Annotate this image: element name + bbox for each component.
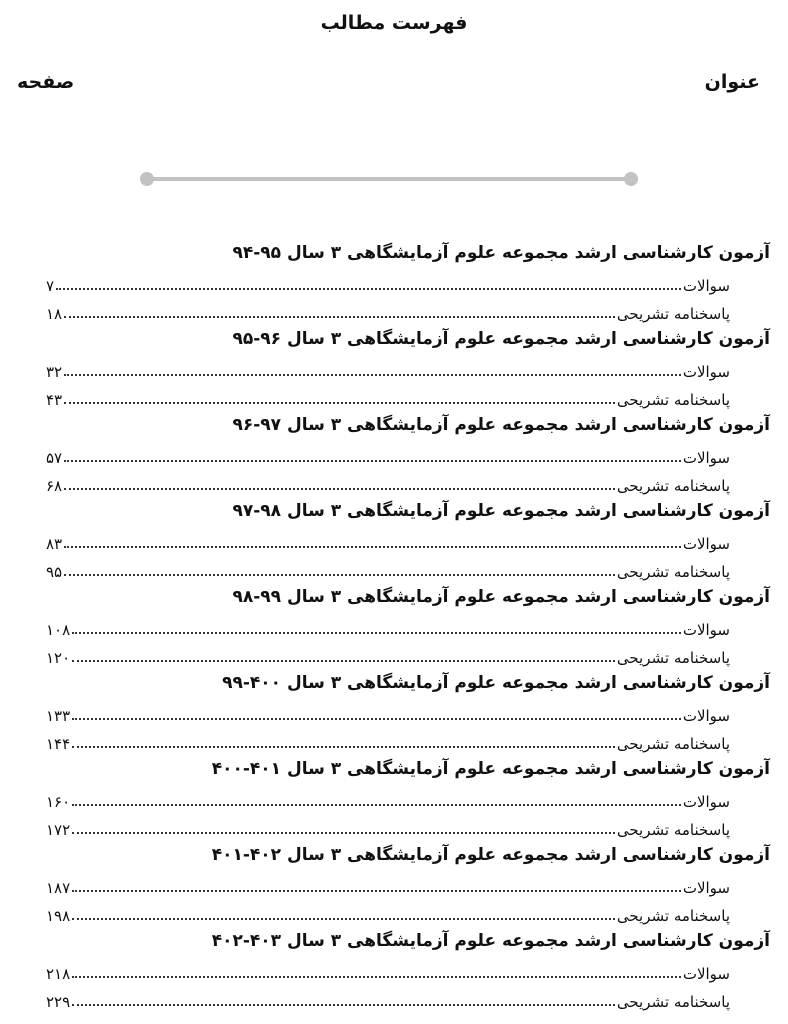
- toc-section: [0, 237, 788, 323]
- section-title[interactable]: آزمون کارشناسی ارشد مجموعه علوم آزمایشگاهی ۳ سال ۴۰۰-۹۹: [222, 673, 770, 693]
- page-number: ۴۳: [46, 391, 63, 409]
- toc-section: [0, 925, 788, 1011]
- questions-entry[interactable]: [46, 873, 730, 897]
- toc-section: [0, 409, 788, 495]
- toc-section: [0, 581, 788, 667]
- questions-entry[interactable]: [46, 959, 730, 983]
- divider-dot-left: [140, 172, 154, 186]
- section-title[interactable]: آزمون کارشناسی ارشد مجموعه علوم آزمایشگاهی ۳ سال ۹۷-۹۶: [232, 415, 770, 435]
- questions-entry[interactable]: [46, 701, 730, 725]
- answers-entry[interactable]: [46, 299, 730, 323]
- questions-entry[interactable]: [46, 443, 730, 467]
- answers-entry[interactable]: [46, 987, 730, 1011]
- section-title[interactable]: آزمون کارشناسی ارشد مجموعه علوم آزمایشگاهی ۳ سال ۴۰۱-۴۰۰: [211, 759, 770, 779]
- entry-label: پاسخنامه تشریحی: [616, 563, 730, 581]
- entry-label: سوالات: [682, 277, 730, 295]
- page-number: ۹۵: [46, 563, 63, 581]
- page-number: ۱۲۰: [46, 649, 71, 667]
- entry-label: پاسخنامه تشریحی: [616, 993, 730, 1011]
- page-number: ۲۱۸: [46, 965, 71, 983]
- questions-entry[interactable]: [46, 357, 730, 381]
- dot-leader: [72, 918, 615, 920]
- entry-label: پاسخنامه تشریحی: [616, 907, 730, 925]
- page-number: ۱۶۰: [46, 793, 71, 811]
- dot-leader: [72, 660, 615, 662]
- dot-leader: [72, 976, 681, 978]
- dot-leader: [72, 832, 615, 834]
- dot-leader: [64, 402, 615, 404]
- page-number: ۱۸۷: [46, 879, 71, 897]
- entry-label: سوالات: [682, 621, 730, 639]
- answers-entry[interactable]: [46, 729, 730, 753]
- page-number: ۱۰۸: [46, 621, 71, 639]
- toc-section: [0, 753, 788, 839]
- dot-leader: [64, 546, 681, 548]
- section-title[interactable]: آزمون کارشناسی ارشد مجموعه علوم آزمایشگاهی ۳ سال ۹۹-۹۸: [232, 587, 770, 607]
- table-of-contents: [0, 237, 788, 1011]
- dot-leader: [56, 288, 681, 290]
- entry-label: سوالات: [682, 879, 730, 897]
- answers-entry[interactable]: [46, 901, 730, 925]
- divider-dot-right: [624, 172, 638, 186]
- entry-label: سوالات: [682, 707, 730, 725]
- section-title[interactable]: آزمون کارشناسی ارشد مجموعه علوم آزمایشگاهی ۳ سال ۹۶-۹۵: [232, 329, 770, 349]
- toc-section: [0, 323, 788, 409]
- page-number: ۳۲: [46, 363, 63, 381]
- section-title[interactable]: آزمون کارشناسی ارشد مجموعه علوم آزمایشگاهی ۳ سال ۹۸-۹۷: [232, 501, 770, 521]
- entry-label: سوالات: [682, 363, 730, 381]
- page-number: ۱۴۴: [46, 735, 71, 753]
- answers-entry[interactable]: [46, 471, 730, 495]
- entry-label: سوالات: [682, 449, 730, 467]
- entry-label: پاسخنامه تشریحی: [616, 649, 730, 667]
- entry-label: پاسخنامه تشریحی: [616, 821, 730, 839]
- dot-leader: [64, 460, 681, 462]
- answers-entry[interactable]: [46, 557, 730, 581]
- answers-entry[interactable]: [46, 815, 730, 839]
- page-number: ۱۸: [46, 305, 63, 323]
- entry-label: سوالات: [682, 793, 730, 811]
- entry-label: سوالات: [682, 535, 730, 553]
- page-number: ۶۸: [46, 477, 63, 495]
- entry-label: پاسخنامه تشریحی: [616, 391, 730, 409]
- divider-line: [147, 177, 631, 181]
- questions-entry[interactable]: [46, 615, 730, 639]
- dot-leader: [64, 574, 615, 576]
- section-title[interactable]: آزمون کارشناسی ارشد مجموعه علوم آزمایشگاهی ۳ سال ۴۰۲-۴۰۱: [211, 845, 770, 865]
- dot-leader: [72, 632, 681, 634]
- answers-entry[interactable]: [46, 385, 730, 409]
- answers-entry[interactable]: [46, 643, 730, 667]
- entry-label: پاسخنامه تشریحی: [616, 477, 730, 495]
- column-header-page: صفحه: [17, 71, 75, 93]
- column-header-title: عنوان: [704, 71, 760, 93]
- dot-leader: [64, 374, 681, 376]
- entry-label: پاسخنامه تشریحی: [616, 735, 730, 753]
- toc-section: [0, 495, 788, 581]
- dot-leader: [72, 746, 615, 748]
- page-number: ۱۹۸: [46, 907, 71, 925]
- dot-leader: [72, 804, 681, 806]
- toc-section: [0, 667, 788, 753]
- questions-entry[interactable]: [46, 787, 730, 811]
- dot-leader: [64, 488, 615, 490]
- toc-section: [0, 839, 788, 925]
- page-number: ۷: [46, 277, 55, 295]
- dot-leader: [72, 718, 681, 720]
- questions-entry[interactable]: [46, 529, 730, 553]
- page-number: ۵۷: [46, 449, 63, 467]
- page-number: ۸۳: [46, 535, 63, 553]
- dot-leader: [64, 316, 615, 318]
- entry-label: سوالات: [682, 965, 730, 983]
- page-number: ۱۳۳: [46, 707, 71, 725]
- entry-label: پاسخنامه تشریحی: [616, 305, 730, 323]
- page-title: فهرست مطالب: [320, 12, 468, 34]
- section-title[interactable]: آزمون کارشناسی ارشد مجموعه علوم آزمایشگاهی ۳ سال ۹۵-۹۴: [232, 243, 770, 263]
- page-number: ۲۲۹: [46, 993, 71, 1011]
- page-number: ۱۷۲: [46, 821, 71, 839]
- dot-leader: [72, 1004, 615, 1006]
- decorative-divider: [140, 172, 638, 186]
- questions-entry[interactable]: [46, 271, 730, 295]
- dot-leader: [72, 890, 681, 892]
- section-title[interactable]: آزمون کارشناسی ارشد مجموعه علوم آزمایشگاهی ۳ سال ۴۰۳-۴۰۲: [211, 931, 770, 951]
